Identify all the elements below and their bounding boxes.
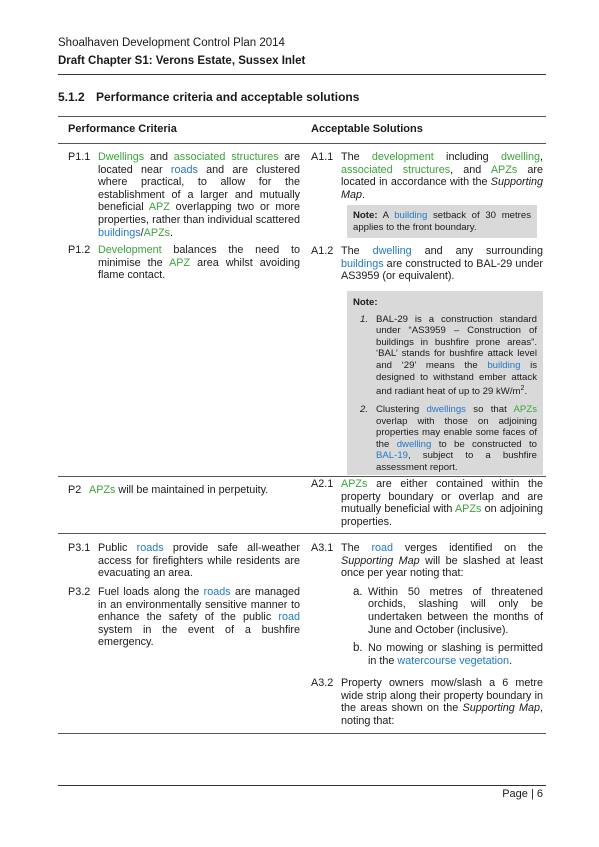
note-box: Note: A building setback of 30 metres applies to the front boundary.: [347, 205, 537, 238]
solution-a1-1: The development including dwelling, associated structures, and APZs are located in accordance with the Supporting Map.: [341, 151, 543, 201]
criteria-p3-1: Public roads provide safe all-weather access for firefighters while residents are evacuating an area.: [98, 542, 300, 580]
page-number: Page | 6: [502, 788, 543, 800]
table-row-rule: [58, 533, 546, 534]
solution-a3-2: Property owners mow/slash a 6 metre wide strip along their property boundary in the areas shown on the Supporting Map, noting that:: [341, 677, 543, 727]
table-top-rule: [58, 116, 546, 117]
criteria-p3-2: Fuel loads along the roads are managed in an environmentally sensitive manner to enhance the safety of the public road system in the event of a bushfire emergency.: [98, 586, 300, 649]
list-item: a. Within 50 metres of threatened orchids, slashing will only be undertaken between the months of June and October (inclusive).: [353, 585, 543, 636]
solution-number: A2.1: [311, 478, 334, 490]
solution-a2-1: APZs are either contained within the property boundary or overlap and are mutually beneficial with APZs on adjoining properties.: [341, 478, 543, 528]
list-item: b. No mowing or slashing is permitted in the watercourse vegetation.: [353, 642, 543, 667]
chapter-title: Draft Chapter S1: Verons Estate, Sussex Inlet: [58, 55, 306, 67]
note-item: 1. BAL-29 is a construction standard under “AS3959 – Construction of buildings in bushfire prone areas”. ‘BAL’ stands for bushfire attack level and ‘29’ means the building is designed to withstand ember attack and radiant heat of up to 29 $kW/m^2$.: [360, 313, 538, 398]
note-item: 2. Clustering dwellings so that APZs overlap with those on adjoining properties may enable some faces of the dwelling to be constructed to BAL-19, subject to a bushfire assessment report.: [360, 403, 537, 473]
table-row-rule: [58, 476, 546, 477]
section-number: 5.1.2: [58, 90, 85, 104]
criteria-number: P1.2: [68, 244, 91, 256]
criteria-p2: APZs will be maintained in perpetuity.: [89, 484, 269, 496]
solution-number: A1.2: [311, 245, 334, 257]
criteria-number: P3.1: [68, 542, 91, 554]
document-title: Shoalhaven Development Control Plan 2014: [58, 37, 285, 49]
solution-number: A3.1: [311, 542, 334, 554]
criteria-number: P1.1: [68, 151, 91, 163]
solution-number: A3.2: [311, 677, 334, 689]
column-header-performance: Performance Criteria: [68, 123, 177, 135]
table-header-rule: [58, 143, 546, 144]
table-bottom-rule: [58, 733, 546, 734]
footer-rule: [58, 785, 546, 786]
solution-a3-1: The road verges identified on the Supporting Map will be slashed at least once per year noting that: a. Within 50 metres of threatened orchids, slashing will only be undertaken between the months of June and October (inclusive). b. No mowing or slashing is permitted in the watercourse vegetation.: [341, 542, 543, 667]
criteria-p1-2: Development balances the need to minimise the APZ area whilst avoiding flame contact.: [98, 244, 300, 282]
criteria-p1-1: Dwellings and associated structures are located near roads and are clustered where practical, to allow for the establishment of a larger and mutually beneficial APZ overlapping two or more properties, rather than individual scattered buildings/APZs.: [98, 151, 300, 239]
solution-a1-2: The dwelling and any surrounding buildings are constructed to BAL-29 under AS3959 (or equivalent).: [341, 245, 543, 283]
criteria-number: P3.2: [68, 586, 91, 598]
criteria-number: P2: [68, 484, 82, 496]
section-title: Performance criteria and acceptable solutions: [96, 90, 360, 104]
header-rule: [58, 74, 546, 75]
note-label: Note:: [353, 297, 378, 308]
solution-number: A1.1: [311, 151, 334, 163]
column-header-solutions: Acceptable Solutions: [311, 123, 423, 135]
note-box: [347, 291, 543, 475]
